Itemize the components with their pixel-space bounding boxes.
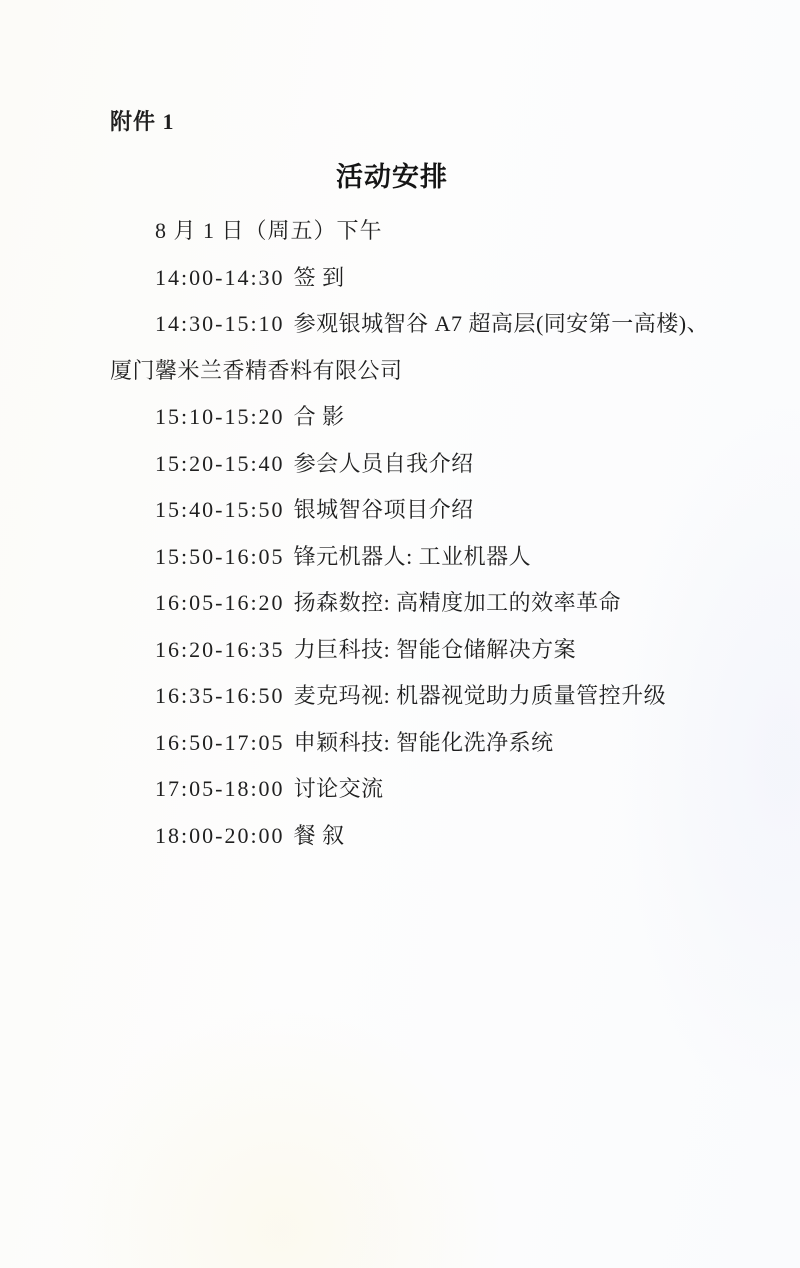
schedule-row — [110, 394, 725, 441]
page-title: 活动安排 — [336, 162, 448, 192]
schedule-row — [110, 813, 725, 860]
schedule-row — [110, 580, 725, 627]
schedule-row — [110, 766, 725, 813]
schedule-time: 14:00-14:30 — [155, 264, 285, 290]
schedule-activity: 合 影 — [293, 404, 345, 429]
schedule-time: 16:35-16:50 — [155, 683, 285, 708]
schedule-activity: 扬森数控: 高精度加工的效率革命 — [293, 590, 622, 615]
schedule-activity: 力巨科技: 智能仓储解决方案 — [293, 636, 577, 662]
schedule-time: 15:50-16:05 — [155, 543, 285, 569]
schedule-time: 14:30-15:10 — [155, 311, 285, 336]
schedule-row — [110, 255, 725, 302]
schedule-activity-continuation: 厦门馨米兰香精香料有限公司 — [110, 357, 403, 383]
schedule-activity: 麦克玛视: 机器视觉助力质量管控升级 — [293, 683, 667, 708]
schedule-row — [110, 441, 725, 488]
schedule-activity: 参观银城智谷 A7 超高层(同安第一高楼)、 — [293, 311, 710, 336]
schedule-time: 16:05-16:20 — [155, 590, 285, 615]
attachment-label: 附件 1 — [110, 109, 175, 134]
schedule-row — [110, 673, 725, 720]
schedule-row — [110, 627, 725, 674]
schedule-activity: 锋元机器人: 工业机器人 — [293, 543, 532, 569]
schedule-row — [110, 301, 725, 394]
schedule-activity: 签 到 — [293, 264, 345, 290]
schedule-activity: 申颖科技: 智能化洗净系统 — [293, 729, 554, 755]
schedule-content — [110, 208, 725, 859]
schedule-time: 16:50-17:05 — [155, 729, 285, 755]
schedule-activity: 餐 叙 — [293, 822, 345, 848]
schedule-time: 15:40-15:50 — [155, 497, 285, 522]
schedule-activity: 银城智谷项目介绍 — [293, 497, 474, 522]
schedule-activity: 讨论交流 — [293, 776, 384, 801]
schedule-row — [110, 487, 725, 534]
date-heading: 8 月 1 日（周五）下午 — [155, 218, 383, 243]
schedule-time: 15:10-15:20 — [155, 404, 285, 429]
schedule-row — [110, 534, 725, 581]
schedule-time: 17:05-18:00 — [155, 776, 285, 801]
schedule-activity: 参会人员自我介绍 — [293, 450, 474, 476]
schedule-time: 18:00-20:00 — [155, 822, 285, 848]
schedule-time: 15:20-15:40 — [155, 450, 285, 476]
schedule-time: 16:20-16:35 — [155, 636, 285, 662]
schedule-row — [110, 720, 725, 767]
